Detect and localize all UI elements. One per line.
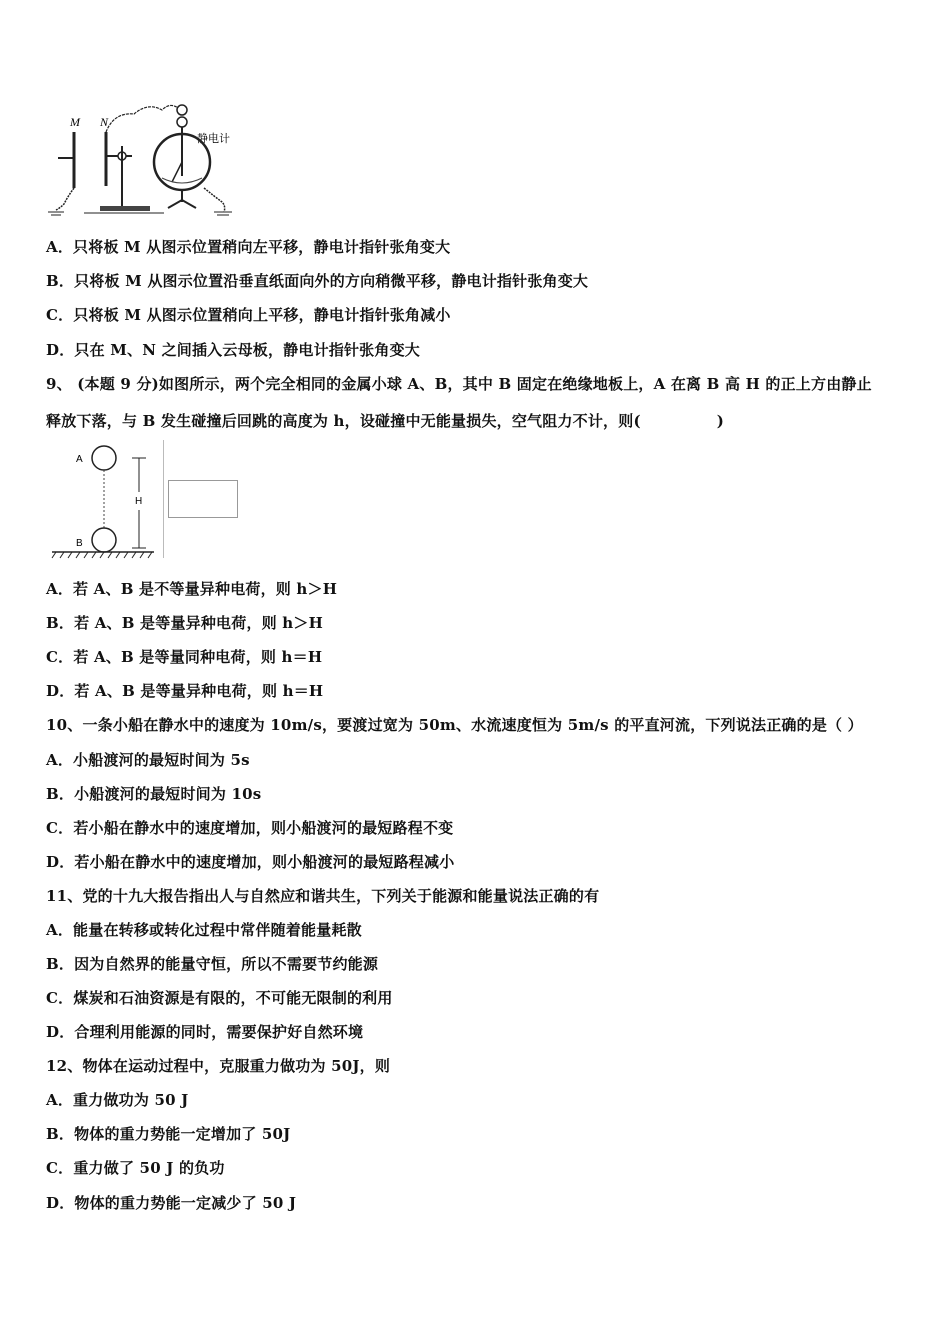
q9-option-b: B．若 A、B 是等量异种电荷，则 h＞H	[46, 614, 323, 632]
balls-figure	[48, 440, 164, 560]
q10-option-d: D．若小船在静水中的速度增加，则小船渡河的最短路程减小	[46, 853, 455, 871]
q10-option-c: C．若小船在静水中的速度增加，则小船渡河的最短路程不变	[46, 819, 454, 837]
q12-option-b: B．物体的重力势能一定增加了 50J	[46, 1125, 291, 1143]
ball-b	[92, 528, 116, 552]
q12-stem: 12、物体在运动过程中，克服重力做功为 50J，则	[46, 1057, 391, 1075]
plate-m-label: M	[70, 115, 80, 129]
q12-option-d: D．物体的重力势能一定减少了 50 J	[46, 1194, 297, 1212]
q11-stem: 11、党的十九大报告指出人与自然应和谐共生，下列关于能源和能量说法正确的有	[46, 887, 600, 905]
q9-stem-line1: 9、 (本题 9 分)如图所示，两个完全相同的金属小球 A、B，其中 B 固定在绝缘地板上，A 在离 B 高 H 的正上方由静止	[46, 375, 872, 393]
capacitor-electrometer-figure	[44, 96, 244, 222]
height-label: H	[135, 496, 143, 507]
q8-option-a: A．只将板 M 从图示位置稍向左平移，静电计指针张角变大	[46, 238, 451, 256]
figure-divider	[163, 440, 164, 558]
q9-option-d: D．若 A、B 是等量异种电荷，则 h＝H	[46, 682, 324, 700]
q9-option-c: C．若 A、B 是等量同种电荷，则 h＝H	[46, 648, 323, 666]
q11-option-c: C．煤炭和石油资源是有限的，不可能无限制的利用	[46, 989, 393, 1007]
q11-option-d: D．合理利用能源的同时，需要保护好自然环境	[46, 1023, 364, 1041]
q9-option-a: A．若 A、B 是不等量异种电荷，则 h＞H	[46, 580, 338, 598]
q12-option-a: A．重力做功为 50 J	[46, 1091, 189, 1109]
q8-option-c: C．只将板 M 从图示位置稍向上平移，静电计指针张角减小	[46, 306, 451, 324]
q10-stem: 10、一条小船在静水中的速度为 10m/s，要渡过宽为 50m、水流速度恒为 5m/s 的平直河流，下列说法正确的是（ ）	[46, 716, 863, 734]
q11-option-b: B．因为自然界的能量守恒，所以不需要节约能源	[46, 955, 379, 973]
q11-option-a: A．能量在转移或转化过程中常伴随着能量耗散	[46, 921, 362, 939]
q8-option-d: D．只在 M、N 之间插入云母板，静电计指针张角变大	[46, 341, 420, 359]
blank-placeholder-box	[168, 480, 238, 518]
plate-n-label: N	[100, 115, 109, 129]
electrometer-needle	[172, 162, 182, 182]
ball-a	[92, 446, 116, 470]
ball-a-label: A	[76, 454, 83, 465]
q10-option-b: B．小船渡河的最短时间为 10s	[46, 785, 262, 803]
ball-b-label: B	[76, 538, 83, 549]
q9-stem-line2: 释放下落，与 B 发生碰撞后回跳的高度为 h，设碰撞中无能量损失，空气阻力不计，则( )	[46, 412, 725, 430]
q8-option-b: B．只将板 M 从图示位置沿垂直纸面向外的方向稍微平移，静电计指针张角变大	[46, 272, 589, 290]
q12-option-c: C．重力做了 50 J 的负功	[46, 1159, 225, 1177]
electrometer-label: 静电计	[197, 132, 230, 145]
q10-option-a: A．小船渡河的最短时间为 5s	[46, 751, 250, 769]
